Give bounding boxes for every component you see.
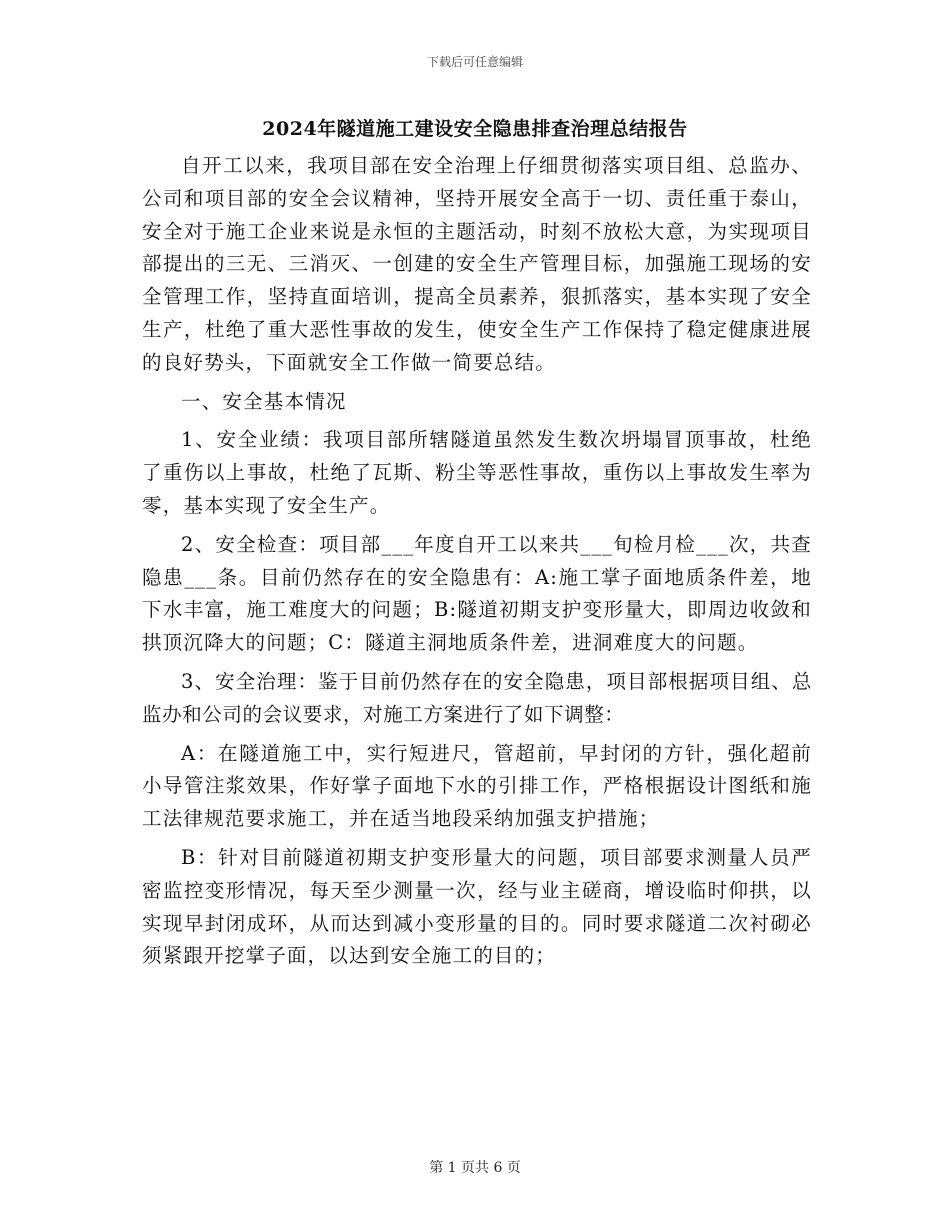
document-body	[142, 150, 812, 979]
paragraph-safety-inspection: 2、安全检查：项目部___年度自开工以来共___旬检月检___次，共查隐患___条。目前仍然存在的安全隐患有：A:施工掌子面地质条件差，地下水丰富，施工难度大的问题；B:隧道初期支护变形量大，即周边收敛和拱顶沉降大的问题；C：隧道主洞地质条件差，进洞难度大的问题。	[142, 532, 812, 655]
paragraph-safety-governance: 3、安全治理：鉴于目前仍然存在的安全隐患，项目部根据项目组、总监办和公司的会议要求，对施工方案进行了如下调整：	[142, 669, 812, 726]
document-title: 2024年隧道施工建设安全隐患排查治理总结报告	[262, 118, 688, 140]
section-heading: 一、安全基本情况	[181, 389, 347, 413]
paragraph-measure-b: B：针对目前隧道初期支护变形量大的问题，项目部要求测量人员严密监控变形情况，每天至少测量一次，经与业主磋商，增设临时仰拱，以实现早封闭成环，从而达到减小变形量的目的。同时要求隧道二次衬砌必须紧跟开挖掌子面，以达到安全施工的目的；	[142, 845, 812, 968]
page-number: 第 1 页共 6 页	[429, 1160, 521, 1176]
paragraph-intro: 自开工以来，我项目部在安全治理上仔细贯彻落实项目组、总监办、公司和项目部的安全会议精神，坚持开展安全高于一切、责任重于泰山，安全对于施工企业来说是永恒的主题活动，时刻不放松大意，为实现项目部提出的三无、三消灭、一创建的安全生产管理目标，加强施工现场的安全管理工作，坚持直面培训，提高全员素养，狠抓落实，基本实现了安全生产，杜绝了重大恶性事故的发生，使安全生产工作保持了稳定健康进展的良好势头，下面就安全工作做一简要总结。	[142, 154, 812, 374]
page-header-note: 下载后可任意编辑	[426, 55, 523, 69]
paragraph-measure-a: A：在隧道施工中，实行短进尺，管超前，早封闭的方针，强化超前小导管注浆效果，作好掌子面地下水的引排工作，严格根据设计图纸和施工法律规范要求施工，并在适当地段采纳加强支护措施；	[142, 741, 812, 831]
paragraph-safety-performance: 1、安全业绩：我项目部所辖隧道虽然发生数次坍塌冒顶事故，杜绝了重伤以上事故，杜绝了瓦斯、粉尘等恶性事故，重伤以上事故发生率为零，基本实现了安全生产。	[142, 428, 812, 517]
